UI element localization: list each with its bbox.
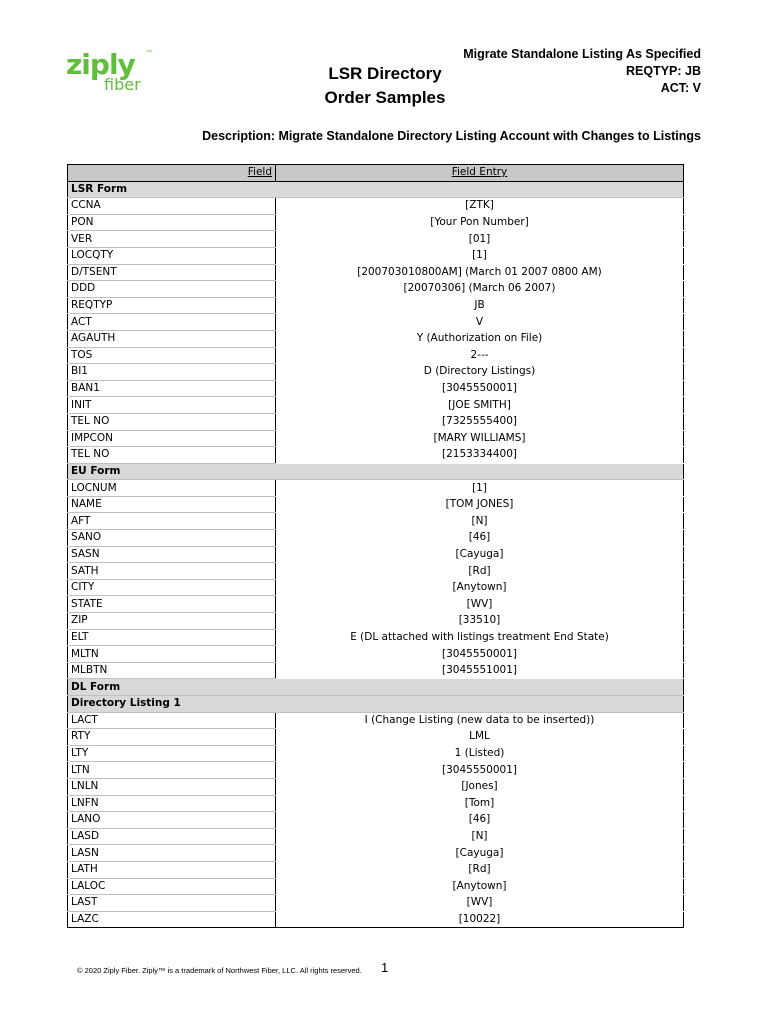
field-name: INIT — [68, 397, 276, 414]
section-row — [68, 181, 684, 198]
field-name: CCNA — [68, 198, 276, 215]
order-type-summary — [463, 46, 701, 97]
table-row — [68, 247, 684, 264]
field-entry: [01] — [276, 231, 684, 248]
table-row — [68, 861, 684, 878]
field-entry: 2--- — [276, 347, 684, 364]
section-spacer — [276, 463, 684, 480]
page-number: 1 — [381, 960, 389, 975]
field-entry: [33510] — [276, 613, 684, 630]
field-entry: [7325555400] — [276, 413, 684, 430]
table-row — [68, 712, 684, 729]
field-name: MLTN — [68, 646, 276, 663]
field-name: TEL NO — [68, 447, 276, 464]
field-name: TEL NO — [68, 413, 276, 430]
table-row — [68, 795, 684, 812]
field-name: LAST — [68, 895, 276, 912]
field-entry: [20070306] (March 06 2007) — [276, 281, 684, 298]
field-entry: [Cayuga] — [276, 845, 684, 862]
field-name: LTY — [68, 745, 276, 762]
field-name: RTY — [68, 729, 276, 746]
description: Description: Migrate Standalone Directory Listing Account with Changes to Listings — [202, 129, 701, 143]
field-entry: [WV] — [276, 895, 684, 912]
section-row — [68, 679, 684, 696]
field-name: SANO — [68, 530, 276, 547]
table-row — [68, 447, 684, 464]
field-name: LATH — [68, 861, 276, 878]
field-entry: [1] — [276, 480, 684, 497]
section-spacer — [276, 696, 684, 713]
field-name: LASD — [68, 828, 276, 845]
field-entry: [Jones] — [276, 778, 684, 795]
field-entry: 1 (Listed) — [276, 745, 684, 762]
table-row — [68, 330, 684, 347]
section-spacer — [276, 679, 684, 696]
field-entry: [Anytown] — [276, 878, 684, 895]
field-entry: [3045550001] — [276, 646, 684, 663]
field-entry: [1] — [276, 247, 684, 264]
table-row — [68, 413, 684, 430]
field-name: LAZC — [68, 911, 276, 928]
field-name: AGAUTH — [68, 330, 276, 347]
field-entry: [Rd] — [276, 861, 684, 878]
section-row — [68, 696, 684, 713]
table-row — [68, 281, 684, 298]
field-entry: I (Change Listing (new data to be inserted)) — [276, 712, 684, 729]
table-row — [68, 297, 684, 314]
field-entry: V — [276, 314, 684, 331]
header-field: Field — [68, 165, 276, 182]
field-name: VER — [68, 231, 276, 248]
table-row — [68, 430, 684, 447]
copyright-footer: © 2020 Ziply Fiber. Ziply™ is a trademark of Northwest Fiber, LLC. All rights reserved. — [77, 966, 362, 975]
field-name: AFT — [68, 513, 276, 530]
field-name: BI1 — [68, 364, 276, 381]
field-name: IMPCON — [68, 430, 276, 447]
field-entry: [N] — [276, 513, 684, 530]
field-entry: [Anytown] — [276, 579, 684, 596]
field-entry: [46] — [276, 812, 684, 829]
field-name: LOCNUM — [68, 480, 276, 497]
field-name: LNLN — [68, 778, 276, 795]
field-entry: Y (Authorization on File) — [276, 330, 684, 347]
field-entry: E (DL attached with listings treatment End State) — [276, 629, 684, 646]
field-name: NAME — [68, 496, 276, 513]
field-name: CITY — [68, 579, 276, 596]
header-field-entry: Field Entry — [276, 165, 684, 182]
field-name: ACT — [68, 314, 276, 331]
table-row — [68, 828, 684, 845]
section-spacer — [276, 181, 684, 198]
table-row — [68, 762, 684, 779]
field-entry: [N] — [276, 828, 684, 845]
field-entry: [200703010800AM] (March 01 2007 0800 AM) — [276, 264, 684, 281]
field-entry: [3045550001] — [276, 762, 684, 779]
table-row — [68, 496, 684, 513]
field-name: ZIP — [68, 613, 276, 630]
table-row — [68, 314, 684, 331]
table-row — [68, 380, 684, 397]
field-name: D/TSENT — [68, 264, 276, 281]
field-entry: JB — [276, 297, 684, 314]
field-entry: [3045551001] — [276, 662, 684, 679]
field-name: STATE — [68, 596, 276, 613]
table-row — [68, 662, 684, 679]
table-row — [68, 198, 684, 215]
section-label: EU Form — [68, 463, 276, 480]
table-row — [68, 513, 684, 530]
field-name: ELT — [68, 629, 276, 646]
title-line-1: LSR Directory — [328, 64, 442, 83]
table-row — [68, 778, 684, 795]
logo-word: ziply — [66, 48, 135, 81]
table-row — [68, 364, 684, 381]
table-row — [68, 480, 684, 497]
table-header-row — [68, 165, 684, 182]
section-label: DL Form — [68, 679, 276, 696]
field-entry: D (Directory Listings) — [276, 364, 684, 381]
field-name: LTN — [68, 762, 276, 779]
field-entry: [Rd] — [276, 563, 684, 580]
table-row — [68, 546, 684, 563]
section-label: Directory Listing 1 — [68, 696, 276, 713]
summary-line-2: REQTYP: JB — [625, 64, 701, 78]
table-row — [68, 596, 684, 613]
document-title — [305, 62, 465, 110]
table-row — [68, 812, 684, 829]
section-row — [68, 463, 684, 480]
field-entry: [Your Pon Number] — [276, 214, 684, 231]
table-row — [68, 845, 684, 862]
summary-line-3: ACT: V — [660, 81, 701, 95]
field-entry: [2153334400] — [276, 447, 684, 464]
section-label: LSR Form — [68, 181, 276, 198]
field-entry: [46] — [276, 530, 684, 547]
table-row — [68, 563, 684, 580]
field-name: LASN — [68, 845, 276, 862]
field-name: SASN — [68, 546, 276, 563]
table-body — [68, 181, 684, 928]
field-name: PON — [68, 214, 276, 231]
field-entry: [WV] — [276, 596, 684, 613]
field-entry: [Tom] — [276, 795, 684, 812]
table-row — [68, 231, 684, 248]
field-name: DDD — [68, 281, 276, 298]
table-row — [68, 895, 684, 912]
table-row — [68, 613, 684, 630]
field-name: BAN1 — [68, 380, 276, 397]
table-row — [68, 397, 684, 414]
table-row — [68, 214, 684, 231]
logo-subword: fiber — [104, 75, 141, 94]
field-name: LANO — [68, 812, 276, 829]
logo-trademark: ™ — [146, 50, 152, 56]
table-row — [68, 579, 684, 596]
table-row — [68, 745, 684, 762]
table-row — [68, 629, 684, 646]
table-row — [68, 878, 684, 895]
field-name: LALOC — [68, 878, 276, 895]
field-entry: [MARY WILLIAMS] — [276, 430, 684, 447]
field-name: LOCQTY — [68, 247, 276, 264]
table-row — [68, 347, 684, 364]
field-entry: [ZTK] — [276, 198, 684, 215]
field-entry-table — [67, 164, 684, 928]
table-row — [68, 530, 684, 547]
field-name: REQTYP — [68, 297, 276, 314]
field-name: LNFN — [68, 795, 276, 812]
field-entry: [3045550001] — [276, 380, 684, 397]
table-row — [68, 911, 684, 928]
title-line-2: Order Samples — [324, 88, 446, 107]
table-row — [68, 264, 684, 281]
field-name: SATH — [68, 563, 276, 580]
field-name: LACT — [68, 712, 276, 729]
field-entry: [Cayuga] — [276, 546, 684, 563]
field-name: MLBTN — [68, 662, 276, 679]
field-entry: LML — [276, 729, 684, 746]
field-entry: [TOM JONES] — [276, 496, 684, 513]
ziply-fiber-logo — [66, 50, 156, 100]
field-entry: [JOE SMITH] — [276, 397, 684, 414]
table-row — [68, 729, 684, 746]
field-entry: [10022] — [276, 911, 684, 928]
table-row — [68, 646, 684, 663]
field-name: TOS — [68, 347, 276, 364]
summary-line-1: Migrate Standalone Listing As Specified — [463, 47, 701, 61]
